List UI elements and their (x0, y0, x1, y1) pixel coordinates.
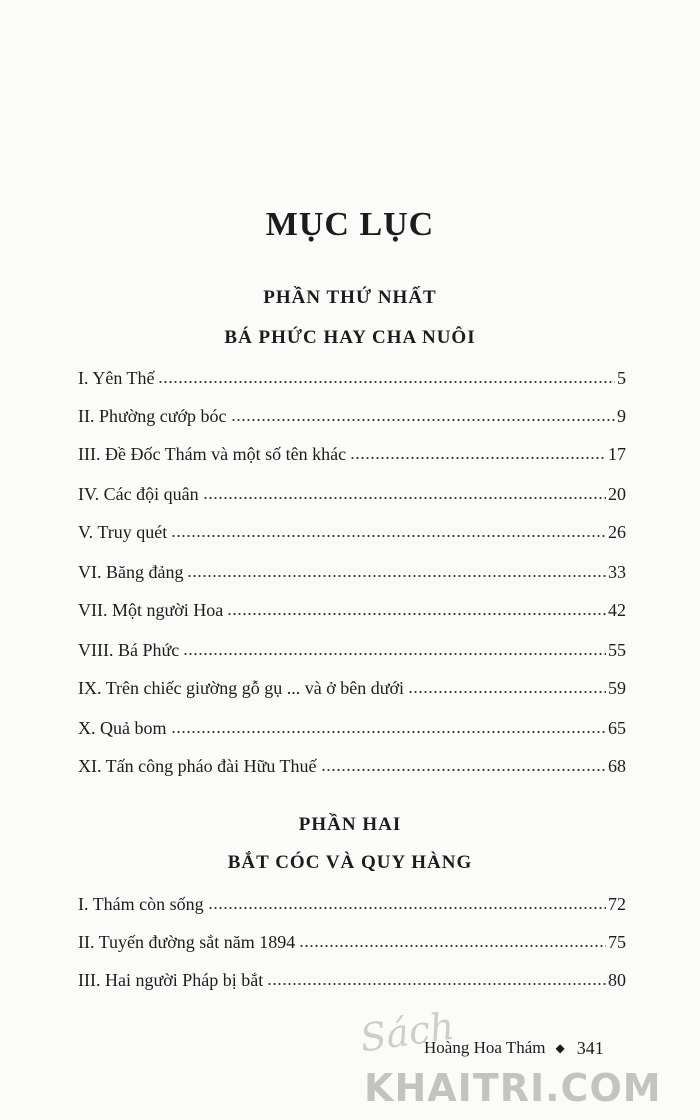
entry-title: VIII. Bá Phức (78, 640, 180, 660)
dot-leader (208, 906, 606, 910)
part-2-title: BẮT CÓC VÀ QUY HÀNG (227, 852, 473, 873)
toc-entry (78, 401, 626, 427)
watermark-script: Sách (357, 1003, 458, 1061)
entry-title: XI. Tấn công pháo đài Hữu Thuế (78, 756, 317, 776)
dot-leader (231, 418, 615, 422)
entry-page-number: 5 (617, 368, 626, 388)
part-1-label: PHẦN THỨ NHẤT (263, 287, 437, 308)
entry-title: II. Tuyến đường sắt năm 1894 (78, 932, 296, 952)
entry-title: I. Thám còn sống (78, 894, 204, 914)
entry-page-number: 42 (608, 600, 626, 620)
entry-page-number: 20 (608, 484, 626, 504)
diamond-icon: ◆ (555, 1040, 565, 1055)
entry-title: III. Hai người Pháp bị bắt (78, 970, 264, 990)
entry-page-number: 33 (608, 562, 626, 582)
toc-entry (78, 595, 626, 621)
dot-leader (158, 380, 615, 384)
dot-leader (321, 768, 606, 772)
entry-title: IV. Các đội quân (78, 484, 199, 504)
part-2-label: PHẦN HAI (298, 814, 402, 835)
entry-title: III. Đề Đốc Thám và một số tên khác (78, 444, 347, 464)
dot-leader (227, 612, 606, 616)
entry-title: VI. Băng đảng (78, 562, 184, 582)
entry-page-number: 9 (617, 406, 626, 426)
toc-entry (78, 673, 626, 699)
running-title: Hoàng Hoa Thám (424, 1038, 546, 1057)
toc-entry (78, 751, 626, 777)
toc-entry (78, 479, 626, 505)
entry-page-number: 75 (608, 932, 626, 952)
entry-page-number: 59 (608, 678, 626, 698)
toc-entry (78, 363, 626, 389)
dot-leader (408, 690, 606, 694)
entry-page-number: 72 (608, 894, 626, 914)
dot-leader (187, 574, 606, 578)
entry-title: X. Quả bom (78, 718, 167, 738)
watermark-logo: KHAITRI.COM (364, 1066, 662, 1110)
entry-page-number: 65 (608, 718, 626, 738)
dot-leader (203, 496, 606, 500)
toc-entry (78, 557, 626, 583)
toc-entry (78, 635, 626, 661)
toc-title: MỤC LỤC (265, 206, 435, 243)
dot-leader (350, 456, 606, 460)
entry-title: V. Truy quét (78, 522, 168, 542)
page-footer (424, 1036, 604, 1060)
toc-entry (78, 439, 626, 465)
toc-entry (78, 965, 626, 991)
toc-entry (78, 713, 626, 739)
dot-leader (171, 534, 606, 538)
entry-title: VII. Một người Hoa (78, 600, 224, 620)
page-number: 341 (576, 1037, 604, 1058)
toc-entry (78, 927, 626, 953)
entry-page-number: 68 (608, 756, 626, 776)
dot-leader (267, 982, 606, 986)
dot-leader (183, 652, 606, 656)
entry-page-number: 55 (608, 640, 626, 660)
entry-title: IX. Trên chiếc giường gỗ gụ ... và ở bên dưới (78, 678, 405, 698)
entry-page-number: 17 (608, 444, 626, 464)
entry-page-number: 80 (608, 970, 626, 990)
part-1-title: BÁ PHỨC HAY CHA NUÔI (224, 327, 476, 348)
entry-page-number: 26 (608, 522, 626, 542)
entry-title: I. Yên Thế (78, 368, 155, 388)
toc-entry (78, 517, 626, 543)
toc-entry (78, 889, 626, 915)
dot-leader (299, 944, 606, 948)
dot-leader (171, 730, 607, 734)
entry-title: II. Phường cướp bóc (78, 406, 227, 426)
